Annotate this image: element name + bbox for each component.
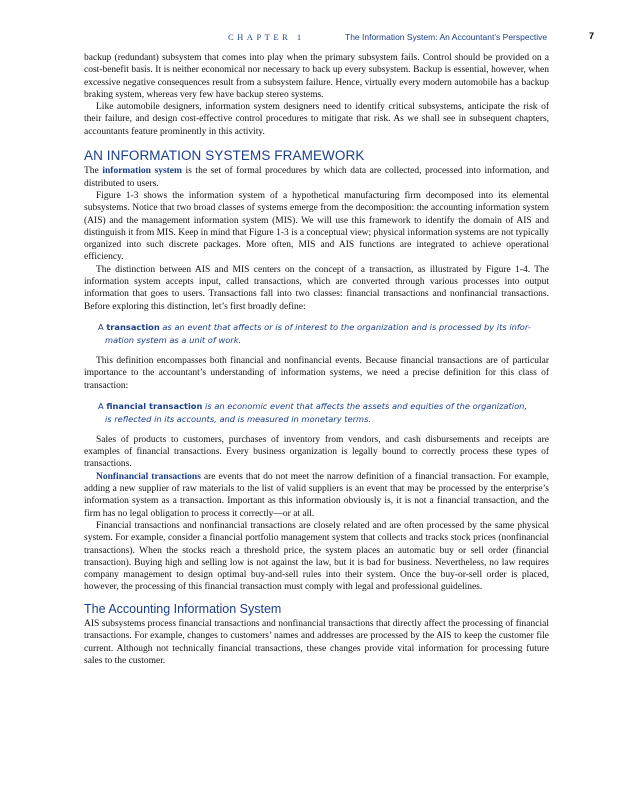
paragraph: Financial transactions and nonfinancial transactions are closely related and are often processed by the same physical system. For example, consider a financial portfolio management system that collects and tracks stock prices (nonfinancial transactions). When the stocks reach a threshold price, the system places an automatic buy or sell order (financial transaction). Buying high and selling low is not against the law, but it is bad for business. Nevertheless, no law requires company management to design optimal buy-and-sell rules into their system. Once the buy-or-sell order is placed, however, the processing of this financial transaction must comply with legal and professional guidelines. bbox=[84, 520, 549, 593]
definition-term: transaction bbox=[106, 321, 160, 332]
page-body bbox=[84, 52, 549, 667]
definition-line bbox=[98, 400, 528, 413]
paragraph bbox=[84, 165, 549, 190]
paragraph bbox=[84, 471, 549, 520]
paragraph: Sales of products to customers, purchases of inventory from vendors, and cash disbursements and receipts are examples of financial transactions. Every business organization is legally bound to correctly process these types of transactions. bbox=[84, 434, 549, 470]
text-run: are events that do not meet the narrow definition of a financial transaction. For example, adding a new supplier of raw materials to the list of valid suppliers is an event that may be processed by the enterprise’s information system as a transaction. Important as this information obviously is, it is not a financial transaction, and the firm has no legal obligation to process it correctly—or at all. bbox=[84, 471, 549, 519]
paragraph: The distinction between AIS and MIS centers on the concept of a transaction, as illustrated by Figure 1-4. The information system accepts input, called transactions, which are converted through various processes into output information that goes to users. Transactions fall into two classes: financial transactions and nonfinancial transactions. Before exploring this distinction, let’s first broadly define: bbox=[84, 264, 549, 312]
definition-lead: A bbox=[98, 400, 107, 411]
definition-box bbox=[98, 321, 531, 347]
running-head bbox=[0, 30, 639, 44]
definition-line: is reflected in its accounts, and is measured in monetary terms. bbox=[105, 413, 372, 424]
definition-text: is an economic event that affects the assets and equities of the organization, bbox=[202, 400, 528, 411]
text-run: is the set of formal procedures by which data are collected, processed into information, and distributed to users. bbox=[84, 166, 549, 189]
chapter-label: CHAPTER 1 bbox=[228, 32, 305, 42]
definition-term: financial transaction bbox=[106, 400, 203, 411]
paragraph: Like automobile designers, information system designers need to identify critical subsystems, anticipate the risk of their failure, and design cost-effective control procedures to mitigate that risk. As we shall see in subsequent chapters, accountants feature prominently in this activity. bbox=[84, 102, 549, 137]
paragraph: Figure 1-3 shows the information system of a hypothetical manufacturing firm decomposed into its elemental subsystems. Notice that two broad classes of systems emerge from the decomposition: the accounting information system (AIS) and the management information system (MIS). We will use this framework to identify the domain of AIS and distinguish it from MIS. Keep in mind that Figure 1-3 is a conceptual view; physical information systems are not typically organized into such discrete packages. More often, MIS and AIS functions are integrated to achieve operational efficiency. bbox=[84, 190, 549, 263]
definition-lead: A bbox=[98, 321, 107, 332]
paragraph: This definition encompasses both financial and nonfinancial events. Because financial transactions are of particular importance to the accountant’s understanding of information systems, we need a precise definition for this class of transaction: bbox=[84, 355, 549, 391]
key-term: information system bbox=[102, 166, 182, 177]
text-run: The bbox=[84, 166, 103, 177]
definition-line bbox=[98, 321, 531, 334]
paragraph: backup (redundant) subsystem that comes into play when the primary subsystem fails. Control should be provided on a cost-benefit basis. It is neither economical nor necessary to back up every subsystem. Backup is essential, however, when excessive negative consequences result from a subsystem failure. Hence, virtually every modern automobile has a backup braking system, whereas very few have backup stereo systems. bbox=[84, 53, 549, 100]
page-number: 7 bbox=[589, 31, 595, 41]
definition-text: as an event that affects or is of interest to the organization and is processed by its infor- bbox=[159, 321, 531, 332]
key-term: Nonfinancial transactions bbox=[96, 471, 201, 482]
definition-box bbox=[98, 400, 528, 426]
section-heading: AN INFORMATION SYSTEMS FRAMEWORK bbox=[84, 148, 365, 164]
chapter-title: The Information System: An Accountant’s Perspective bbox=[345, 32, 548, 42]
definition-line: mation system as a unit of work. bbox=[105, 334, 242, 345]
subsection-heading: The Accounting Information System bbox=[84, 601, 282, 616]
paragraph: AIS subsystems process financial transactions and nonfinancial transactions that directly affect the processing of financial transactions. For example, changes to customers’ names and addresses are processed by the AIS to keep the customer file current. Although not technically financial transactions, these changes provide vital information for processing future sales to the customer. bbox=[84, 618, 549, 666]
